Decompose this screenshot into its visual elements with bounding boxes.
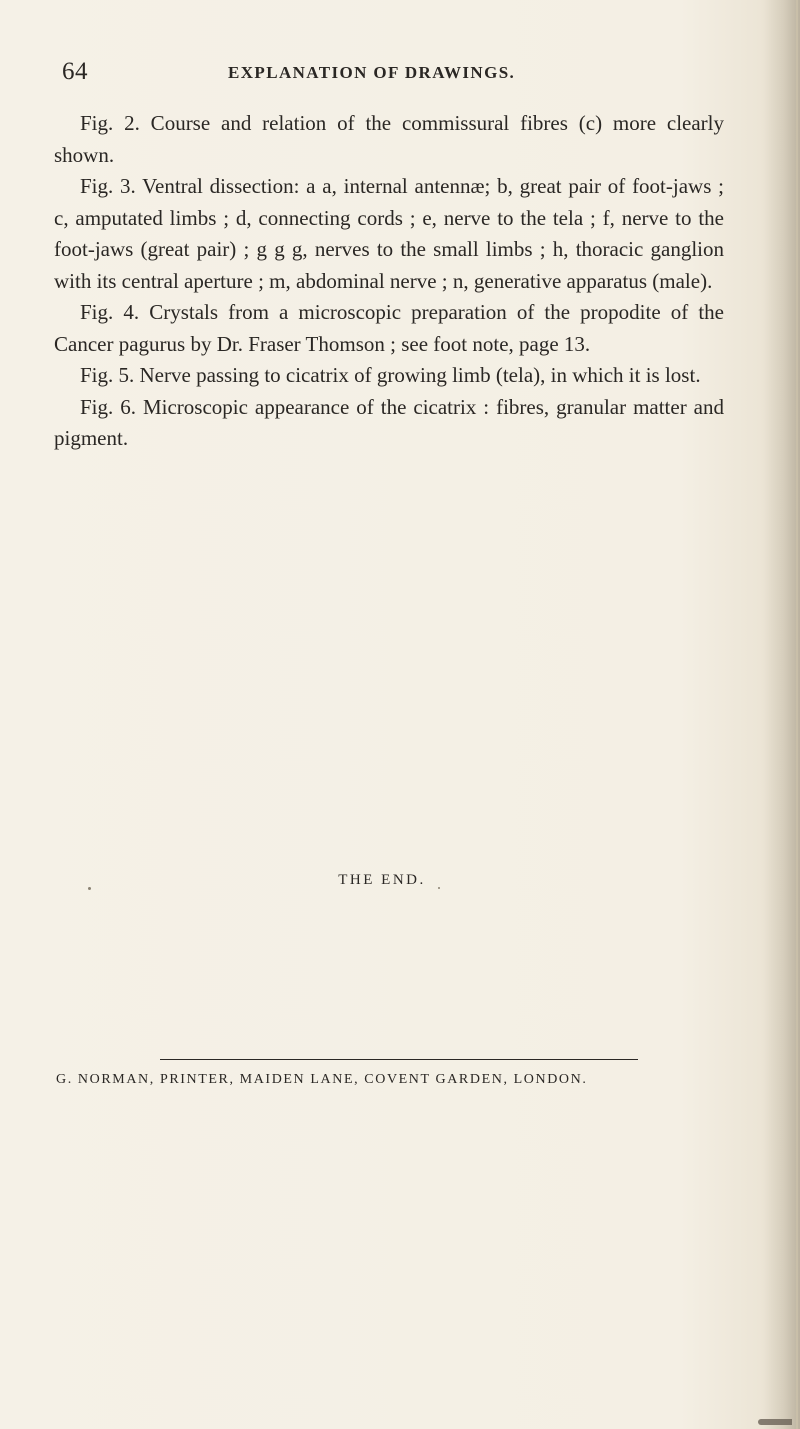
page-number: 64 (62, 58, 88, 85)
page-edge-shadow (764, 0, 800, 1429)
end-text: THE END. (338, 872, 426, 888)
running-head: EXPLANATION OF DRAWINGS. (228, 63, 516, 82)
end-marker (0, 872, 800, 889)
explanation-text (54, 108, 724, 455)
paragraph-fig-6: Fig. 6. Microscopic appearance of the cicatrix : fibres, granular matter and pigment. (54, 394, 724, 450)
ink-speck (438, 887, 440, 889)
page-header (62, 58, 722, 92)
paragraph-fig-3: Fig. 3. Ventral dissection: a a, internal antennæ; b, great pair of foot-jaws ; c, amputated limbs ; d, connecting cords ; e, nerve to the tela ; f, nerve to the foot-jaws (great pair) ; g g g, nerves to the small limbs ; h, thoracic ganglion with its central aperture ; m, abdominal nerve ; n, generative apparatus (male). (54, 174, 724, 293)
footer-rule (160, 1059, 638, 1060)
page-edge-line (796, 0, 798, 1429)
paragraph-fig-2: Fig. 2. Course and relation of the commissural fibres (c) more clearly shown. (54, 111, 724, 167)
page-corner-mark (758, 1419, 792, 1425)
ink-speck (88, 887, 91, 890)
paragraph-fig-5: Fig. 5. Nerve passing to cicatrix of growing limb (tela), in which it is lost. (80, 363, 701, 387)
paragraph-fig-4: Fig. 4. Crystals from a microscopic preparation of the propodite of the Cancer pagurus by Dr. Fraser Thomson ; see foot note, page 13. (54, 300, 724, 356)
printer-imprint: G. NORMAN, PRINTER, MAIDEN LANE, COVENT GARDEN, LONDON. (56, 1072, 588, 1087)
